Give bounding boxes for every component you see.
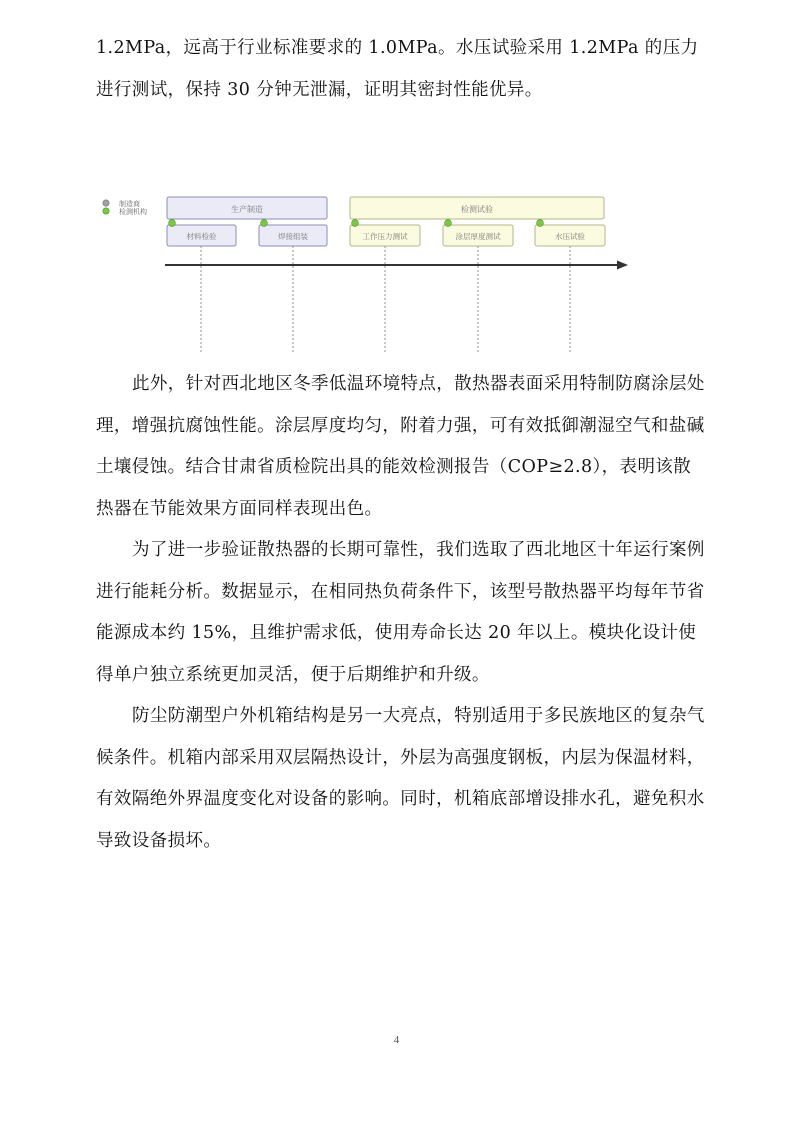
page-number: 4 (393, 1034, 400, 1046)
group-label-production: 生产制造 (231, 205, 263, 214)
step-label-4: 涂层厚度测试 (455, 232, 501, 241)
legend-label-1: 制造商 (119, 200, 140, 208)
step-label-2: 焊接组装 (278, 232, 308, 241)
timeline-arrowhead-icon (617, 261, 628, 270)
legend-gray-dot (103, 200, 109, 206)
legend-green-dot (103, 208, 109, 214)
paragraph-reliability: 为了进一步验证散热器的长期可靠性，我们选取了西北地区十年运行案例进行能耗分析。数据显示，在相同热负荷条件下，该型号散热器平均每年节省能源成本约 15%，且维护需求低，使用寿命长达 20 年以上。模块化设计使得单户独立系统更加灵活，便于后期维护和升级。 (96, 540, 705, 685)
paragraph-outdoor-box: 防尘防潮型户外机箱结构是另一大亮点，特别适用于多民族地区的复杂气候条件。机箱内部采用双层隔热设计，外层为高强度钢板，内层为保温材料，有效隔绝外界温度变化对设备的影响。同时，机箱底部增设排水孔，避免积水导致设备损坏。 (96, 706, 705, 851)
paragraph-continued: 1.2MPa，远高于行业标准要求的 1.0MPa。水压试验采用 1.2MPa 的压力进行测试，保持 30 分钟无泄漏，证明其密封性能优异。 (96, 38, 699, 100)
group-label-testing: 检测试验 (461, 205, 493, 214)
step-label-3: 工作压力测试 (362, 232, 408, 241)
step-marker-3 (352, 220, 359, 227)
step-marker-1 (169, 220, 176, 227)
legend-label-2: 检测机构 (119, 208, 147, 216)
step-marker-2 (261, 220, 268, 227)
paragraph-anticorrosion: 此外，针对西北地区冬季低温环境特点，散热器表面采用特制防腐涂层处理，增强抗腐蚀性能。涂层厚度均匀，附着力强，可有效抵御潮湿空气和盐碱土壤侵蚀。结合甘肃省质检院出具的能效检测报告（COP≥2.8），表明该散热器在节能效果方面同样表现出色。 (96, 374, 705, 519)
step-label-1: 材料检验 (186, 232, 217, 241)
step-marker-4 (445, 220, 452, 227)
step-label-5: 水压试验 (555, 232, 585, 241)
step-marker-5 (537, 220, 544, 227)
